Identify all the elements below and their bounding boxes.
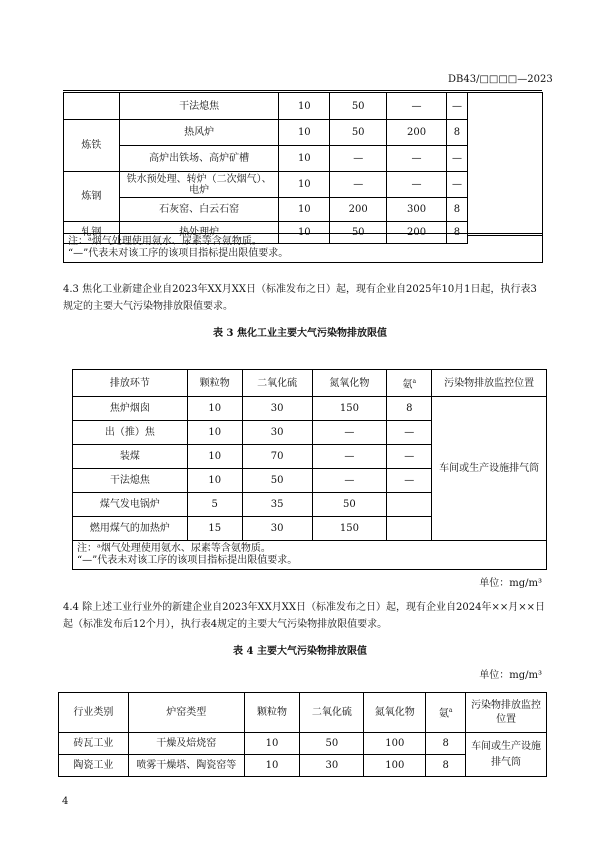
table3-note: 注：ᵃ烟气处理使用氨水、尿素等含氨物质。 “—”代表未对该工序的该项目指标提出限值要求。 — [73, 541, 547, 570]
group-steelmaking: 炼钢 — [64, 172, 120, 222]
table-row: 煤气发电锅炉 5 35 50 — [73, 493, 547, 517]
paragraph-4-4: 4.4 除上述工业行业外的新建企业自2023年XX月XX日（标准发布之日）起，现有企业自2024年××月××日起（标准发布后12个月），执行表4规定的主要大气污染物排放限值要求。 — [63, 602, 545, 630]
paragraph-4-3: 4.3 焦化工业新建企业自2023年XX月XX日（标准发布之日）起，现有企业自2025年10月1日起，执行表3规定的主要大气污染物排放限值要求。 — [63, 284, 537, 312]
monitor-location: 车间或生产设施排气筒 — [466, 733, 547, 777]
table-row: 炼铁 热风炉 10 50 200 8 — [64, 120, 468, 146]
top-table-note: 注：ᵃ烟气处理使用氨水、尿素等含氨物质。 “—”代表未对该工序的该项目指标提出限值要求。 — [63, 233, 543, 263]
emission-table-top — [63, 92, 468, 244]
page-number: 4 — [62, 796, 69, 807]
table-row: 装煤 10 70 — — — [73, 445, 547, 469]
table-row: 高炉出铁场、高炉矿槽 10 — — — — [64, 146, 468, 172]
table-row: 出（推）焦 10 30 — — — [73, 421, 547, 445]
table-header-row: 行业类别 炉窑类型 颗粒物 二氧化硫 氮氧化物 氨$^a$ 污染物排放监控位置 — [59, 693, 547, 733]
table-row: 燃用煤气的加热炉 15 30 150 — [73, 517, 547, 541]
table-row: 轧钢 热处理炉 10 50 200 8 — [64, 222, 468, 244]
table-header-row: 排放环节 颗粒物 二氧化硫 氮氧化物 氨$^a$ 污染物排放监控位置 — [73, 370, 547, 397]
header-rule — [63, 90, 542, 91]
table-row: 陶瓷工业 喷雾干燥塔、陶瓷窑等 10 30 100 8 — [59, 755, 547, 777]
table4-unit: 单位：mg/m³ — [479, 670, 542, 681]
document-code: DB43/□□□□—2023 — [448, 74, 553, 85]
table3-caption: 表 3 焦化工业主要大气污染物排放限值 — [213, 328, 387, 339]
table3-unit: 单位：mg/m³ — [479, 578, 542, 589]
table-row: 干法熄焦 10 50 — — — [73, 469, 547, 493]
group-ironmaking: 炼铁 — [64, 120, 120, 172]
top-table-right-column — [467, 92, 543, 236]
table-row: 炼钢 铁水预处理、转炉（二次烟气）、电炉 10 — — — — [64, 172, 468, 198]
monitor-location: 车间或生产设施排气筒 — [432, 397, 547, 541]
table4-caption: 表 4 主要大气污染物排放限值 — [233, 646, 367, 657]
table3 — [72, 369, 547, 570]
table-row: 砖瓦工业 干燥及焙烧窑 10 50 100 8 车间或生产设施排气筒 — [59, 733, 547, 755]
table-row: 石灰窑、白云石窑 10 200 300 8 — [64, 198, 468, 222]
table4 — [58, 692, 547, 777]
table-row: 干法熄焦 10 50 — — — [64, 93, 468, 120]
table-row: 焦炉烟囱 10 30 150 8 车间或生产设施排气筒 — [73, 397, 547, 421]
